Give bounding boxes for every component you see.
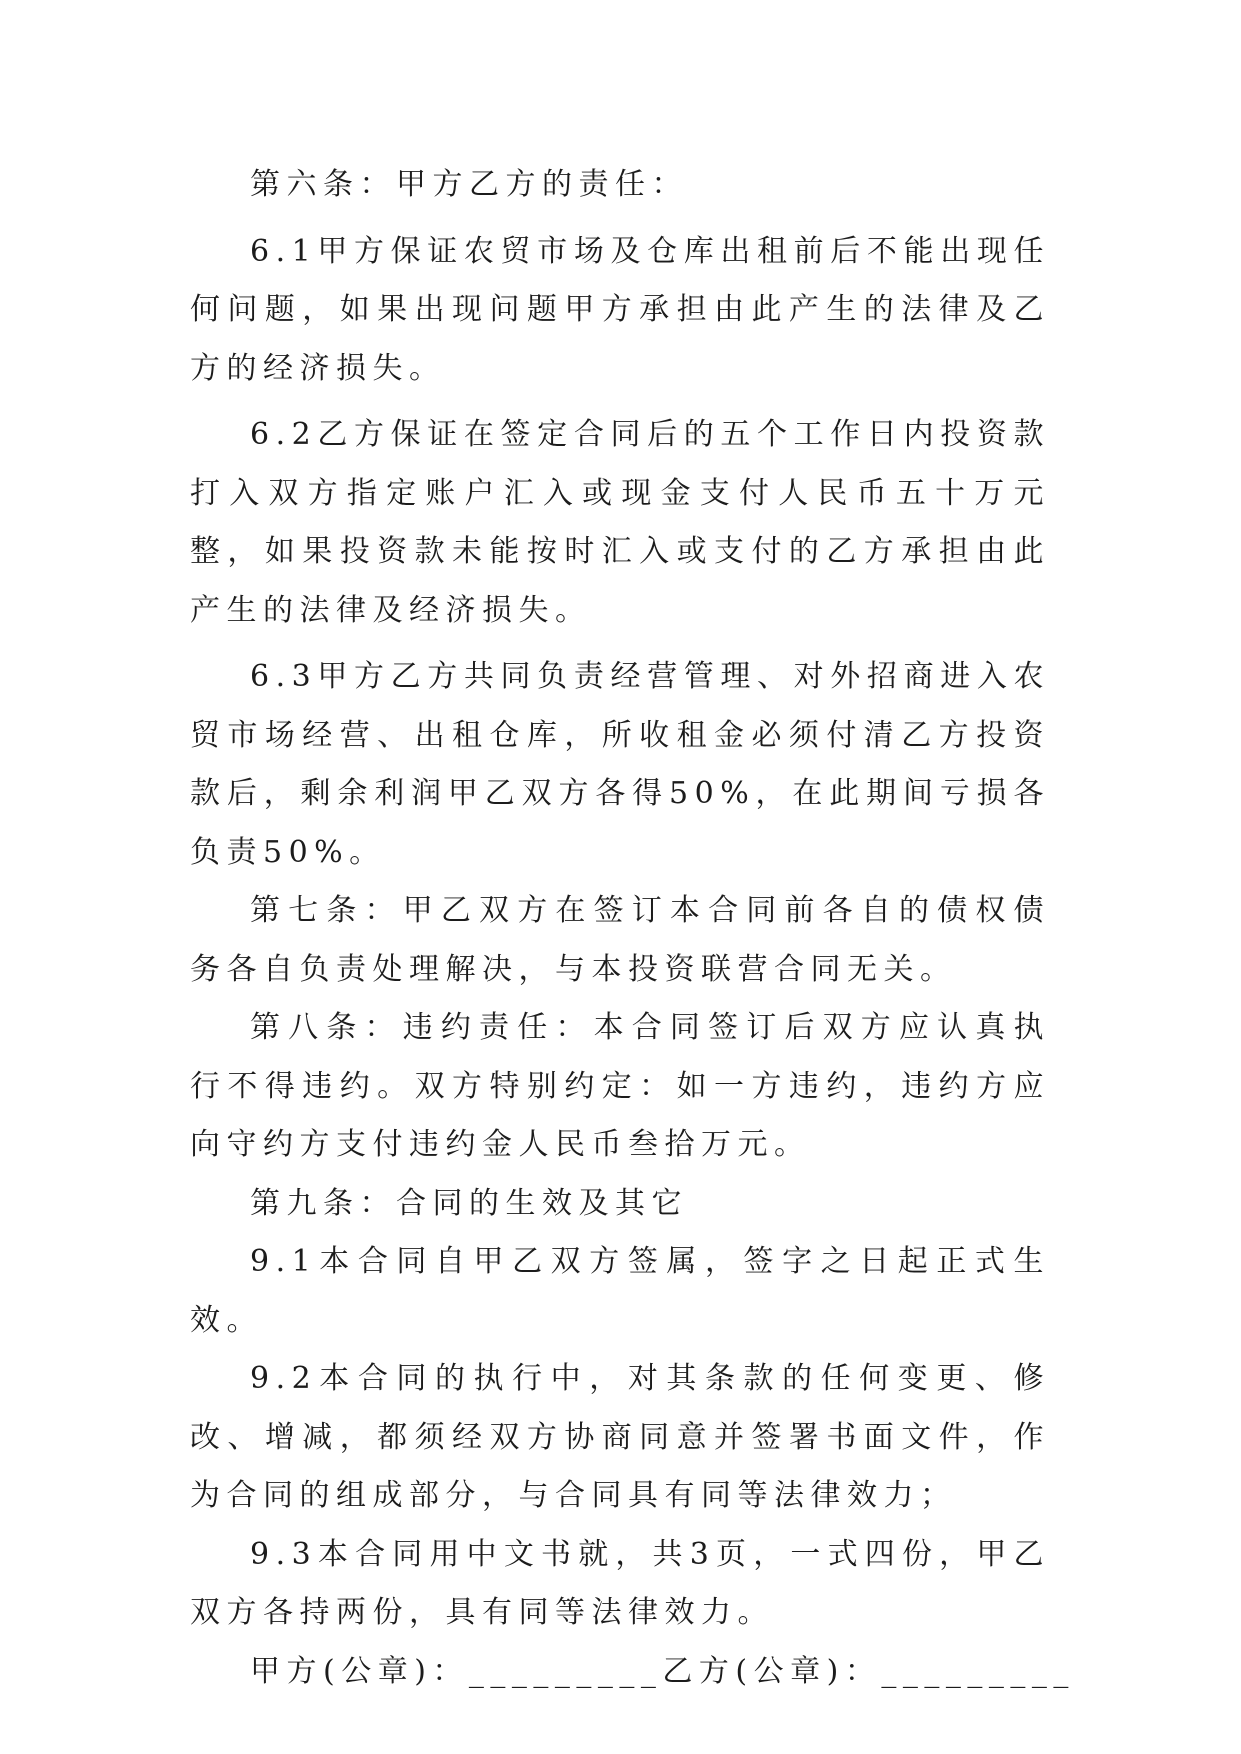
article-6-heading: 第六条：甲方乙方的责任： [250,167,688,202]
contract-body [190,156,1075,1701]
clause-9-1: 9.1本合同自甲乙双方签属，签字之日起正式生效。 [190,1244,1050,1338]
article-8: 第八条：违约责任：本合同签订后双方应认真执行不得违约。双方特别约定：如一方违约，违约方应向守约方支付违约金人民币叁拾万元。 [190,1010,1050,1162]
clause-9-2: 9.2本合同的执行中，对其条款的任何变更、修改、增减，都须经双方协商同意并签署书面文件，作为合同的组成部分，与合同具有同等法律效力； [190,1361,1050,1513]
clause-9-3: 9.3本合同用中文书就，共3页，一式四份，甲乙双方各持两份，具有同等法律效力。 [190,1536,1050,1630]
clause-6-3: 6.3甲方乙方共同负责经营管理、对外招商进入农贸市场经营、出租仓库，所收租金必须付清乙方投资款后，剩余利润甲乙双方各得50%，在此期间亏损各负责50%。 [190,659,1050,870]
signature-line: 甲方(公章)：_________乙方(公章)：_________ [250,1653,1075,1689]
article-9-heading: 第九条：合同的生效及其它 [250,1185,688,1221]
article-7: 第七条：甲乙双方在签订本合同前各自的债权债务各自负责处理解决，与本投资联营合同无关。 [190,893,1050,987]
clause-6-2: 6.2乙方保证在签定合同后的五个工作日内投资款打入双方指定账户汇入或现金支付人民币五十万元整，如果投资款未能按时汇入或支付的乙方承担由此产生的法律及经济损失。 [190,417,1050,628]
clause-6-1: 6.1甲方保证农贸市场及仓库出租前后不能出现任何问题，如果出现问题甲方承担由此产生的法律及乙方的经济损失。 [190,233,1050,386]
